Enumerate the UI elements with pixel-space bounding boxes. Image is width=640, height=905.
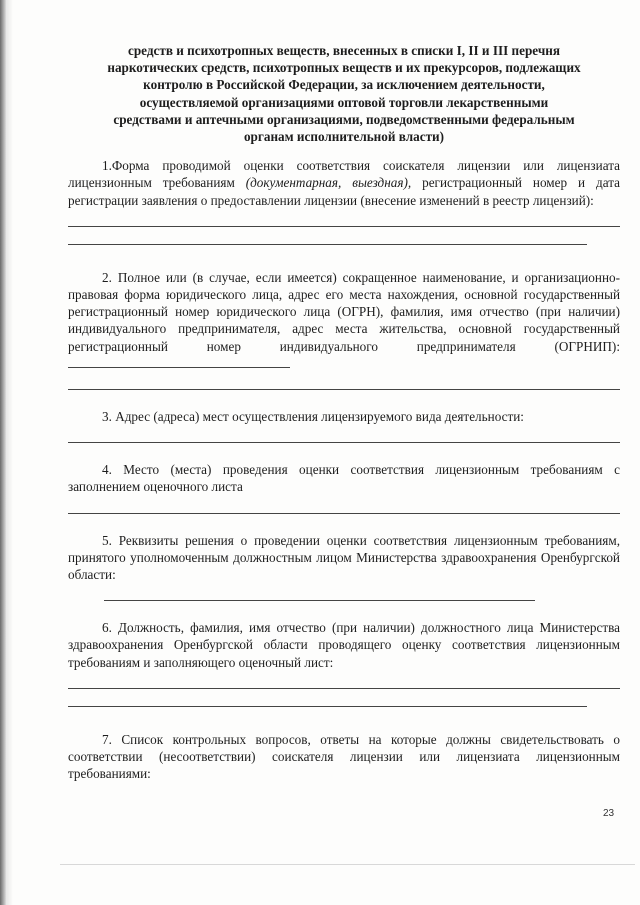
- item-7-control-questions: 7. Список контрольных вопросов, ответы на которые должны свидетельствовать о соответствии (несоответствии) соискателя лицензии или лицензиата лицензионным требованиями:: [68, 731, 620, 782]
- heading-line: контролю в Российской Федерации, за исключением деятельности,: [143, 77, 545, 93]
- item-2-text: 2. Полное или (в случае, если имеется) сокращенное наименование, и организационно-правовая форма юридического лица, адрес его места нахождения, основной государственный регистрационный номер юридического лица (ОГРН), фамилия, имя отчество (при наличии) индивидуального предпринимателя, адрес места жительства, основной государственный регистрационный номер индивидуального предпринимателя (ОГРНИП):: [68, 269, 620, 354]
- page-number: 23: [603, 808, 615, 819]
- fill-line: [104, 585, 535, 601]
- page-edge-shadow: [7, 0, 13, 905]
- item-1-form-of-assessment: [68, 157, 620, 209]
- fill-line: [68, 427, 620, 443]
- item-6-official-details: 6. Должность, фамилия, имя отчество (при наличии) должностного лица Министерства здравоохранения Оренбургской области проводящего оценку соответствия лицензионным требованиям и заполняющего оценочный лист:: [68, 620, 620, 670]
- fill-line: [68, 673, 620, 689]
- fill-line: [68, 211, 620, 227]
- fill-line: [68, 229, 587, 245]
- heading-line: органам исполнительной власти): [243, 129, 445, 145]
- heading-line: средствами и аптечными организациями, подведомственными федеральным: [113, 111, 575, 127]
- page-binding-edge: [0, 0, 7, 905]
- page-bottom-edge: [60, 864, 635, 865]
- item-4-assessment-location: 4. Место (места) проведения оценки соответствия лицензионным требованиям с заполнением оценочного листа: [68, 462, 620, 495]
- heading-line: средств и психотропных веществ, внесенных в списки I, II и III перечня: [127, 43, 561, 58]
- item-1-text-b: регистрационный номер и дата регистрации заявления о предоставлении лицензии (внесение изменений в реестр лицензий):: [68, 175, 620, 208]
- fill-line: [68, 498, 620, 514]
- fill-line: [68, 691, 587, 707]
- item-2-organization-details: [68, 269, 620, 372]
- inline-fill-line: [68, 355, 290, 368]
- document-heading: [68, 42, 620, 145]
- item-1-italic: (документарная, выездная),: [245, 175, 412, 191]
- fill-line: [68, 374, 620, 390]
- heading-line: осуществляемой организациями оптовой торговли лекарственными: [139, 94, 549, 110]
- heading-line: наркотических средств, психотропных веществ и их прекурсоров, подлежащих: [107, 60, 581, 76]
- item-3-activity-address: 3. Адрес (адреса) мест осуществления лицензируемого вида деятельности:: [102, 409, 524, 425]
- item-1-text-a: 1.Форма проводимой оценки соответствия соискателя лицензии или лицензиата лицензионным требованиям: [68, 158, 620, 191]
- item-5-decision-details: 5. Реквизиты решения о проведении оценки соответствия лицензионным требованиям, принятого уполномоченным должностным лицом Министерства здравоохранения Оренбургской области:: [68, 532, 620, 583]
- document-content: [68, 42, 620, 782]
